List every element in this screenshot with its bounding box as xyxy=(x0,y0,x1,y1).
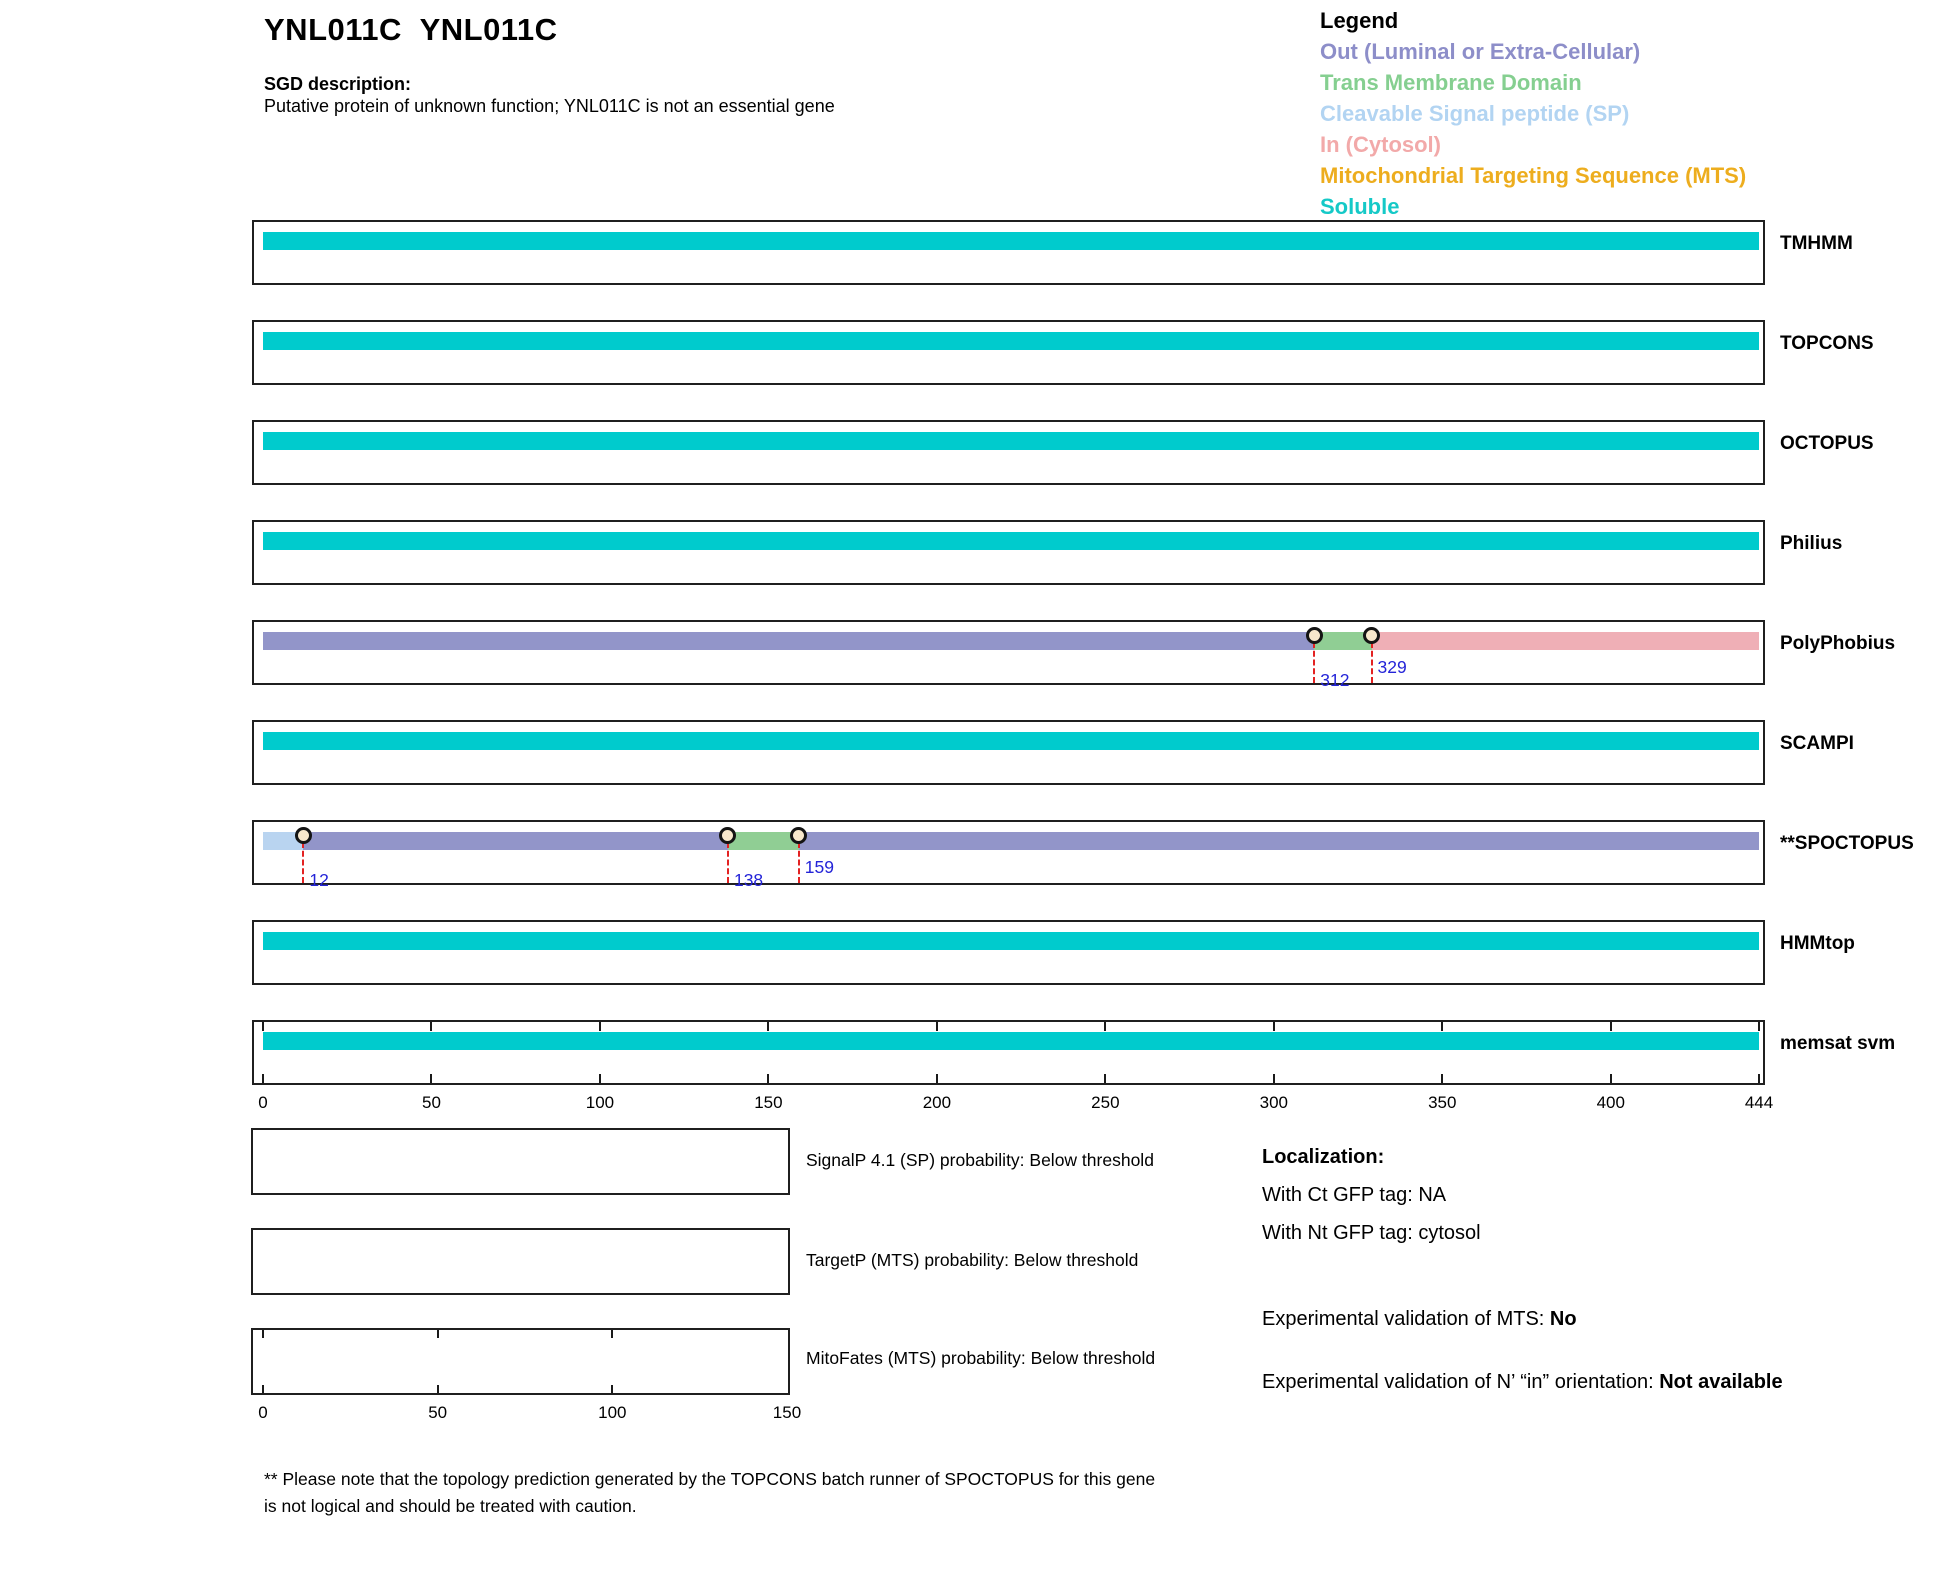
track-segment-soluble xyxy=(263,732,1759,750)
track-box xyxy=(252,820,1765,885)
axis-inner-tick xyxy=(1610,1074,1612,1083)
footnote: ** Please note that the topology prediction generated by the TOPCONS batch runner of SPOCTOPUS for this gene is not logical and should be treated with caution. xyxy=(264,1469,1156,1516)
page-title: YNL011C YNL011C xyxy=(264,12,558,47)
axis-inner-tick xyxy=(1758,1074,1760,1083)
axis-inner-tick xyxy=(262,1022,264,1031)
track-segment-in xyxy=(1372,632,1759,650)
axis-inner-tick xyxy=(599,1022,601,1031)
boundary-position-label: 312 xyxy=(1320,670,1350,690)
axis-tick-label: 100 xyxy=(598,1403,627,1422)
targetp-label: TargetP (MTS) probability: Below threshold xyxy=(806,1250,1139,1270)
legend-item-out: Out (Luminal or Extra-Cellular) xyxy=(1320,39,1641,64)
axis-inner-tick xyxy=(611,1330,613,1338)
track-segment-soluble xyxy=(263,432,1759,450)
localization-ct-gfp: With Ct GFP tag: NA xyxy=(1262,1184,1447,1206)
orientation-validation-value: Not available xyxy=(1659,1371,1783,1393)
axis-inner-tick xyxy=(1441,1074,1443,1083)
sgd-description-heading: SGD description: xyxy=(264,74,412,94)
boundary-marker-icon xyxy=(790,827,807,844)
axis-inner-tick xyxy=(936,1022,938,1031)
track-label-scampi: SCAMPI xyxy=(1780,733,1854,754)
boundary-dash-line xyxy=(798,842,800,883)
axis-tick-label: 400 xyxy=(1596,1093,1625,1112)
axis-tick-label: 250 xyxy=(1091,1093,1120,1112)
track-box xyxy=(252,1020,1765,1085)
boundary-marker-icon xyxy=(295,827,312,844)
mts-validation-value: No xyxy=(1549,1308,1577,1330)
axis-inner-tick xyxy=(430,1022,432,1031)
boundary-dash-line xyxy=(1371,642,1373,683)
subplot-box xyxy=(251,1128,790,1195)
track-segment-out xyxy=(303,832,728,850)
localization-nt-gfp: With Nt GFP tag: cytosol xyxy=(1262,1222,1481,1244)
axis-inner-tick xyxy=(1441,1022,1443,1031)
axis-inner-tick xyxy=(1104,1022,1106,1031)
boundary-position-label: 138 xyxy=(733,870,764,890)
axis-tick-label: 0 xyxy=(258,1403,268,1422)
axis-inner-tick xyxy=(262,1330,264,1338)
axis-inner-tick xyxy=(1104,1074,1106,1083)
track-label-octopus: OCTOPUS xyxy=(1780,433,1874,454)
boundary-marker-icon xyxy=(1306,627,1323,644)
boundary-dash-line xyxy=(727,842,729,883)
orientation-validation-line xyxy=(1262,1366,1822,1399)
axis-inner-tick xyxy=(437,1385,439,1393)
legend-item-tm: Trans Membrane Domain xyxy=(1320,70,1582,95)
track-box xyxy=(252,420,1765,485)
subplot-box xyxy=(251,1228,790,1295)
legend-heading: Legend xyxy=(1320,8,1399,33)
track-segment-soluble xyxy=(263,332,1759,350)
axis-inner-tick xyxy=(1273,1074,1275,1083)
boundary-dash-line xyxy=(302,842,304,883)
axis-inner-tick xyxy=(1758,1022,1760,1031)
track-box xyxy=(252,920,1765,985)
track-box xyxy=(252,520,1765,585)
track-label-polyphobius: PolyPhobius xyxy=(1780,633,1896,654)
axis-inner-tick xyxy=(611,1385,613,1393)
track-segment-soluble xyxy=(263,532,1759,550)
boundary-marker-icon xyxy=(1363,627,1380,644)
signalp-label: SignalP 4.1 (SP) probability: Below threshold xyxy=(806,1150,1154,1170)
track-segment-out xyxy=(799,832,1759,850)
axis-inner-tick xyxy=(1610,1022,1612,1031)
axis-inner-tick xyxy=(1273,1022,1275,1031)
axis-inner-tick xyxy=(936,1074,938,1083)
boundary-position-label: 329 xyxy=(1377,657,1407,677)
track-box xyxy=(252,320,1765,385)
track-label-hmmtop: HMMtop xyxy=(1780,933,1855,954)
legend-item-sp: Cleavable Signal peptide (SP) xyxy=(1320,101,1630,126)
track-label-tmhmm: TMHMM xyxy=(1780,233,1853,254)
track-box xyxy=(252,720,1765,785)
axis-tick-label: 150 xyxy=(772,1403,802,1422)
mts-validation-line xyxy=(1262,1308,1577,1331)
axis-inner-tick xyxy=(767,1022,769,1031)
axis-tick-label: 50 xyxy=(428,1403,448,1422)
axis-inner-tick xyxy=(262,1385,264,1393)
axis-tick-label: 150 xyxy=(754,1093,783,1112)
track-label-memsat-svm: memsat svm xyxy=(1780,1033,1896,1054)
track-segment-soluble xyxy=(263,932,1759,950)
axis-tick-label: 0 xyxy=(258,1093,268,1112)
boundary-position-label: 12 xyxy=(309,870,329,890)
axis-tick-label: 444 xyxy=(1744,1093,1774,1112)
mitofates-label: MitoFates (MTS) probability: Below threshold xyxy=(806,1348,1156,1368)
mts-validation-prefix: Experimental validation of MTS: xyxy=(1262,1308,1550,1330)
subplot-box xyxy=(251,1328,790,1395)
axis-inner-tick xyxy=(262,1074,264,1083)
boundary-dash-line xyxy=(1313,642,1315,683)
axis-tick-label: 200 xyxy=(922,1093,952,1112)
legend-item-soluble: Soluble xyxy=(1320,194,1400,219)
track-box xyxy=(252,620,1765,685)
track-label-philius: Philius xyxy=(1780,533,1843,554)
orientation-validation-prefix: Experimental validation of N’ “in” orientation: xyxy=(1262,1371,1660,1393)
axis-tick-label: 50 xyxy=(422,1093,441,1112)
axis-inner-tick xyxy=(767,1074,769,1083)
localization-heading: Localization: xyxy=(1262,1146,1385,1168)
track-segment-soluble xyxy=(263,1032,1759,1050)
track-box xyxy=(252,220,1765,285)
legend-item-mts: Mitochondrial Targeting Sequence (MTS) xyxy=(1320,163,1747,188)
track-segment-soluble xyxy=(263,232,1759,250)
axis-inner-tick xyxy=(437,1330,439,1338)
boundary-position-label: 159 xyxy=(804,857,834,877)
track-label--spoctopus: **SPOCTOPUS xyxy=(1780,833,1914,854)
legend-item-in: In (Cytosol) xyxy=(1320,132,1441,157)
sgd-description-text: Putative protein of unknown function; YNL011C is not an essential gene xyxy=(264,96,835,116)
axis-inner-tick xyxy=(430,1074,432,1083)
axis-tick-label: 100 xyxy=(585,1093,615,1112)
axis-inner-tick xyxy=(599,1074,601,1083)
track-segment-tm xyxy=(728,832,799,850)
track-label-topcons: TOPCONS xyxy=(1780,333,1874,354)
axis-tick-label: 350 xyxy=(1428,1093,1457,1112)
axis-tick-label: 300 xyxy=(1259,1093,1288,1112)
track-segment-out xyxy=(263,632,1314,650)
